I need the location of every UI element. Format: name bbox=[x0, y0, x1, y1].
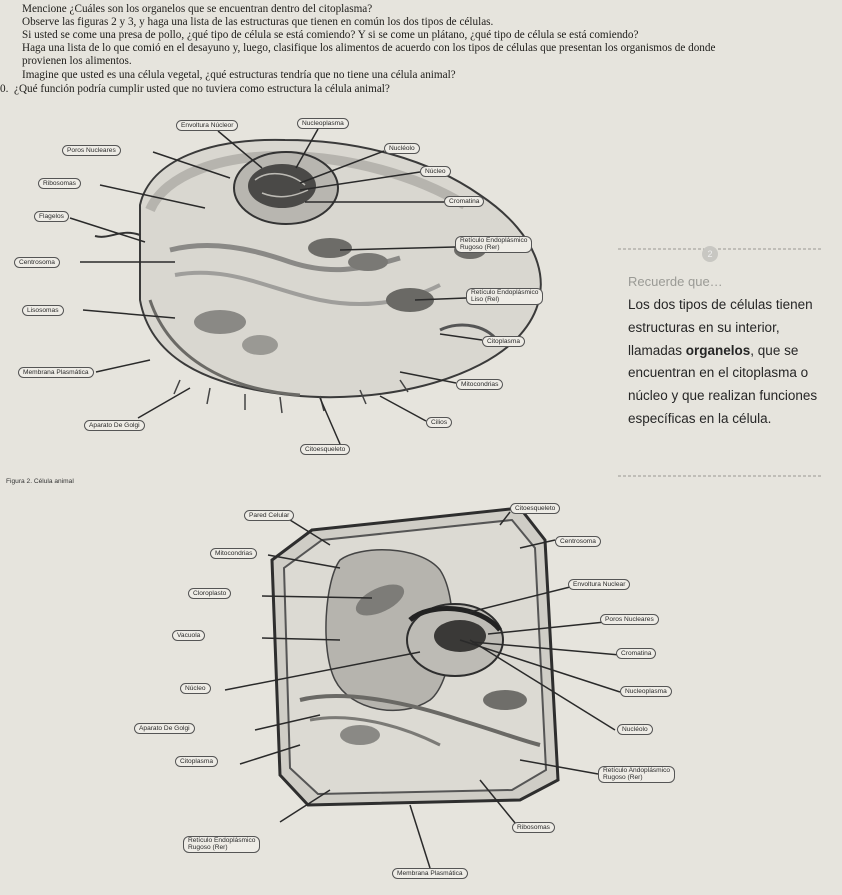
label-mitocondrias-3: Mitocondrias bbox=[210, 548, 257, 559]
label-cloroplasto: Cloroplasto bbox=[188, 588, 231, 599]
figure-2-caption: Figura 2. Célula animal bbox=[6, 478, 74, 485]
label-citoesqueleto-3: Citoesqueleto bbox=[510, 503, 560, 514]
question-3: Si usted se come una presa de pollo, ¿qué tipo de célula se está comiendo? Y si se come un plátano, ¿qué tipo de célula se está comiendo? bbox=[22, 29, 639, 41]
label-reticulo-andoplasmico-3: Retículo Andoplásmico Rugoso (Rer) bbox=[598, 766, 675, 783]
label-cromatina-3: Cromatina bbox=[616, 648, 656, 659]
label-aparato-golgi-3: Aparato De Golgi bbox=[134, 723, 195, 734]
label-envoltura-nuclear-3: Envoltura Nuclear bbox=[568, 579, 630, 590]
label-cromatina: Cromatina bbox=[444, 196, 484, 207]
label-nucleolo: Nucléolo bbox=[384, 143, 420, 154]
question-4-cont: provienen los alimentos. bbox=[22, 55, 132, 67]
label-nucleo-3: Núcleo bbox=[180, 683, 211, 694]
label-poros-nucleares-3: Poros Nucleares bbox=[600, 614, 659, 625]
label-poros-nucleares: Poros Nucleares bbox=[62, 145, 121, 156]
label-ribosomas-3: Ribosomas bbox=[512, 822, 555, 833]
label-ribosomas: Ribosomas bbox=[38, 178, 81, 189]
label-citoplasma-3: Citoplasma bbox=[175, 756, 218, 767]
question-5: Imagine que usted es una célula vegetal, ¿qué estructuras tendría que no tiene una célula animal? bbox=[22, 69, 456, 81]
plant-cell-diagram bbox=[225, 508, 620, 868]
question-1: Mencione ¿Cuáles son los organelos que se encuentran dentro del citoplasma? bbox=[22, 3, 373, 15]
reminder-badge: 2 bbox=[702, 246, 718, 262]
label-reticulo-endoplasmico-3: Retículo Endoplásmico Rugoso (Rer) bbox=[183, 836, 260, 853]
label-vacuola: Vacuola bbox=[172, 630, 205, 641]
label-membrana-plasmatica: Membrana Plasmática bbox=[18, 367, 94, 378]
label-aparato-golgi: Aparato De Golgi bbox=[84, 420, 145, 431]
label-citoesqueleto: Citoesqueleto bbox=[300, 444, 350, 455]
label-envoltura-nuclear: Envoltura Núcleor bbox=[176, 120, 238, 131]
label-lisosomas: Lisosomas bbox=[22, 305, 64, 316]
label-nucleolo-3: Nucléolo bbox=[617, 724, 653, 735]
label-reticulo-liso: Retículo Endoplásmico Liso (Rel) bbox=[466, 288, 543, 305]
label-membrana-plasmatica-3: Membrana Plasmática bbox=[392, 868, 468, 879]
question-2: Observe las figuras 2 y 3, y haga una lista de las estructuras que tienen en común los dos tipos de células. bbox=[22, 16, 494, 28]
question-4: Haga una lista de lo que comió en el desayuno y, luego, clasifique los alimentos de acuerdo con los tipos de células que presentan los organismos de donde bbox=[22, 42, 716, 54]
question-6: 0. ¿Qué función podría cumplir usted que no tuviera como estructura la célula animal? bbox=[0, 83, 390, 95]
label-nucleoplasma-3: Nucleoplasma bbox=[620, 686, 672, 697]
label-centrosoma-3: Centrosoma bbox=[555, 536, 601, 547]
label-flagelos: Flagelos bbox=[34, 211, 69, 222]
animal-cell-diagram bbox=[70, 129, 541, 444]
label-centrosoma: Centrosoma bbox=[14, 257, 60, 268]
label-nucleoplasma: Nucleoplasma bbox=[297, 118, 349, 129]
label-cilios: Cilios bbox=[426, 417, 452, 428]
label-nucleo: Núcleo bbox=[420, 166, 451, 177]
label-mitocondrias: Mitocondrias bbox=[456, 379, 503, 390]
label-citoplasma: Citoplasma bbox=[482, 336, 525, 347]
reminder-box bbox=[618, 246, 823, 478]
label-reticulo-rugoso: Retículo Endoplásmico Rugoso (Rer) bbox=[455, 236, 532, 253]
reminder-title: Recuerde que… bbox=[628, 274, 723, 289]
label-pared-celular: Pared Celular bbox=[244, 510, 294, 521]
reminder-text: Los dos tipos de células tienen estructuras en su interior, llamadas organelos, que se encuentran en el citoplasma o núcleo y que realizan funciones específicas en la célula. bbox=[628, 297, 818, 426]
